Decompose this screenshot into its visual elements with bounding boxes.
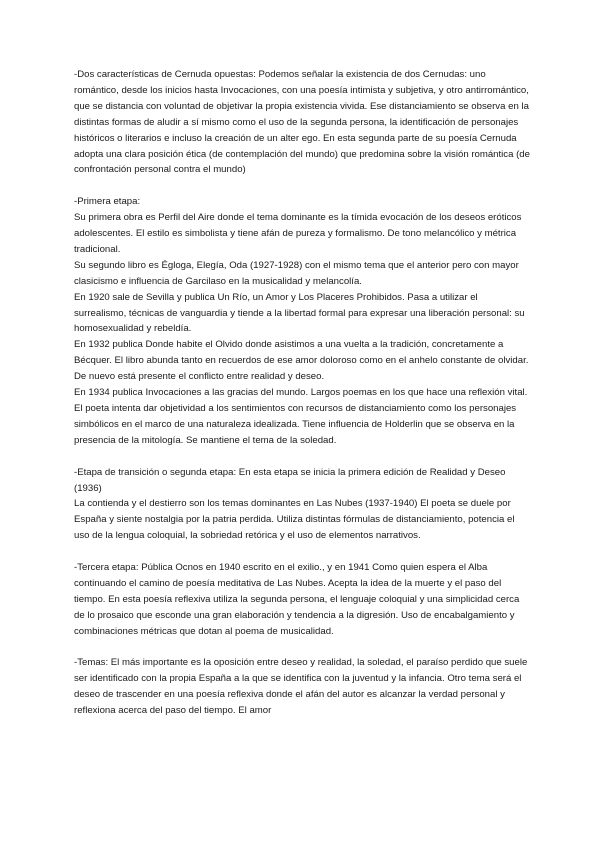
paragraph-las-nubes: La contienda y el destierro son los temas dominantes en Las Nubes (1937-1940) El poeta se duele por España y siente nostalgia por la patria perdida. Utiliza distintas fórmulas de distanciamiento, potencia el uso de la lengua coloquial, la sobriedad retórica y el uso de elementos narrativos. <box>74 498 515 542</box>
paragraph-spacer <box>74 640 530 656</box>
document-body <box>74 67 530 719</box>
paragraph-transition-stage: -Etapa de transición o segunda etapa: En esta etapa se inicia la primera edición de Realidad y Deseo (1936) <box>74 466 506 494</box>
paragraph-spacer <box>74 544 530 560</box>
paragraph-spacer <box>74 178 530 194</box>
paragraph-two-cernudas: -Dos características de Cernuda opuestas: Podemos señalar la existencia de dos Cernudas: uno romántico, desde los inicios hasta Invocaciones, con una poesía intimista y subjetiva, y otro antirromántico, que se distancia con voluntad de objetivar la propia existencia vivida. Ese distanciamiento se observa en la distintas formas de aludir a sí mismo como el uso de la segunda persona, la identificación de personajes históricos o literarios e incluso la creación de un alter ego. En esta segunda parte de su poesía Cernuda adopta una clara posición ética (de contemplación del mundo) que predomina sobre la visión romántica (de confrontación personal contra el mundo) <box>74 69 530 176</box>
section-heading-first-stage: -Primera etapa: <box>74 196 141 208</box>
paragraph-egloga-elegia-oda: Su segundo libro es Égloga, Elegía, Oda (1927-1928) con el mismo tema que el anterior pero con mayor clasicismo e influencia de Garcilaso en la musicalidad y melancolía. <box>74 259 519 287</box>
paragraph-perfil-del-aire: Su primera obra es Perfil del Aire donde el tema dominante es la tímida evocación de los deseos eróticos adolescentes. El estilo es simbolista y tiene afán de pureza y formalismo. De tono melancólico y métrica tradicional. <box>74 212 522 255</box>
paragraph-un-rio-un-amor: En 1920 sale de Sevilla y publica Un Río, un Amor y Los Placeres Prohibidos. Pasa a utilizar el surrealismo, técnicas de vanguardia y tiende a la libertad formal para expresar una liberación personal: su homosexualidad y rebeldía. <box>74 291 525 335</box>
paragraph-donde-habite-el-olvido: En 1932 publica Donde habite el Olvido donde asistimos a una vuelta a la tradición, concretamente a Bécquer. El libro abunda tanto en recuerdos de ese amor doloroso como en el anhelo constante de olvidar. De nuevo está presente el conflicto entre realidad y deseo. <box>74 339 529 383</box>
paragraph-third-stage: -Tercera etapa: Pública Ocnos en 1940 escrito en el exilio., y en 1941 Como quien espera el Alba continuando el camino de poesía meditativa de Las Nubes. Acepta la idea de la muerte y el paso del tiempo. En esta poesía reflexiva utiliza la segunda persona, el lenguaje coloquial y una simplicidad cerca de lo prosaico que esconde una gran elaboración y tendencia a la digresión. Uso de encabalgamiento y combinaciones métricas que dotan al poema de musicalidad. <box>74 562 520 637</box>
paragraph-themes: -Temas: El más importante es la oposición entre deseo y realidad, la soledad, el paraíso perdido que suele ser identificado con la propia España a la que se identifica con la juventud y la infancia. Otro tema será el deseo de trascender en una poesía reflexiva donde el afán del autor es alcanzar la verdad personal y reflexiona acerca del paso del tiempo. El amor <box>74 657 528 717</box>
paragraph-spacer <box>74 449 530 465</box>
paragraph-invocaciones: En 1934 publica Invocaciones a las gracias del mundo. Largos poemas en los que hace una reflexión vital. El poeta intenta dar objetividad a los sentimientos con recursos de distanciamiento como los personajes simbólicos en el marco de una naturaleza idealizada. Tiene influencia de Holderlin que se observa en la presencia de la mitología. Se mantiene el tema de la soledad. <box>74 387 528 446</box>
